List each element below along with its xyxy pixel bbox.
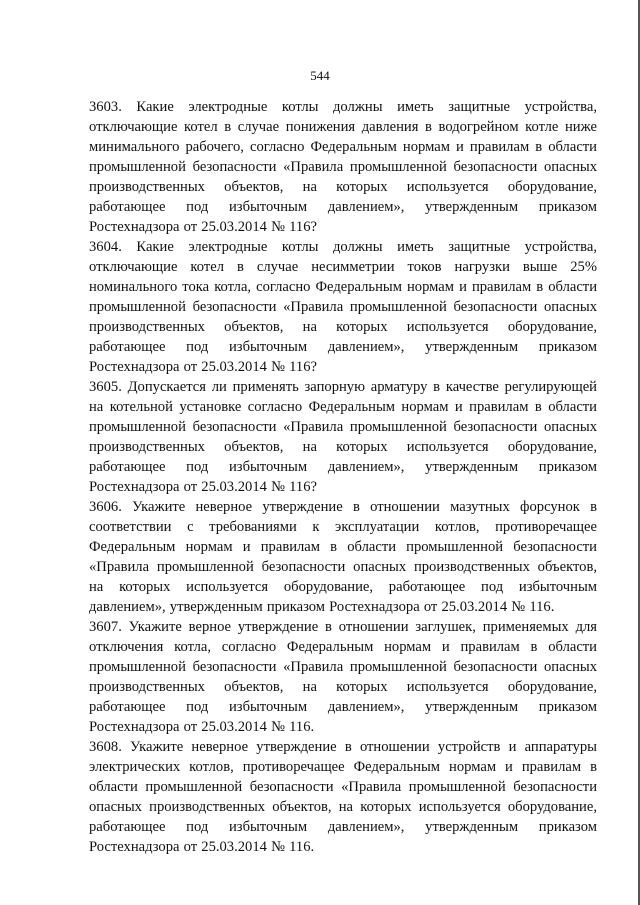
question-3608: 3608. Укажите неверное утверждение в отношении устройств и аппаратуры электрических котлов, противоречащее Федеральным нормам и правилам в области промышленной безопасности «Правила промышленной безопасности опасных производственных объектов, на которых используется оборудование, работающее под избыточным давлением», утвержденным приказом Ростехнадзора от 25.03.2014 № 116. (89, 739, 597, 855)
question-3605: 3605. Допускается ли применять запорную арматуру в качестве регулирующей на котельной установке согласно Федеральным нормам и правилам в области промышленной безопасности «Правила промышленной безопасности опасных производственных объектов, на которых используется оборудование, работающее под избыточным давлением», утвержденным приказом Ростехнадзора от 25.03.2014 № 116? (89, 379, 597, 495)
question-3606: 3606. Укажите неверное утверждение в отношении мазутных форсунок в соответствии с требованиями к эксплуатации котлов, противоречащее Федеральным нормам и правилам в области промышленной безопасности «Правила промышленной безопасности опасных производственных объектов, на которых используется оборудование, работающее под избыточным давлением», утвержденным приказом Ростехнадзора от 25.03.2014 № 116. (89, 499, 597, 615)
question-3604: 3604. Какие электродные котлы должны иметь защитные устройства, отключающие котел в случае несимметрии токов нагрузки выше 25% номинального тока котла, согласно Федеральным нормам и правилам в области промышленной безопасности «Правила промышленной безопасности опасных производственных объектов, на которых используется оборудование, работающее под избыточным давлением», утвержденным приказом Ростехнадзора от 25.03.2014 № 116? (89, 239, 597, 375)
question-3603: 3603. Какие электродные котлы должны иметь защитные устройства, отключающие котел в случае понижения давления в водогрейном котле ниже минимального рабочего, согласно Федеральным нормам и правилам в области промышленной безопасности «Правила промышленной безопасности опасных производственных объектов, на которых используется оборудование, работающее под избыточным давлением», утвержденным приказом Ростехнадзора от 25.03.2014 № 116? (89, 99, 597, 235)
question-list (89, 97, 597, 857)
page-number: 544 (310, 68, 330, 83)
question-3607: 3607. Укажите верное утверждение в отношении заглушек, применяемых для отключения котла, согласно Федеральным нормам и правилам в области промышленной безопасности «Правила промышленной безопасности опасных производственных объектов, на которых используется оборудование, работающее под избыточным давлением», утвержденным приказом Ростехнадзора от 25.03.2014 № 116. (89, 619, 597, 735)
